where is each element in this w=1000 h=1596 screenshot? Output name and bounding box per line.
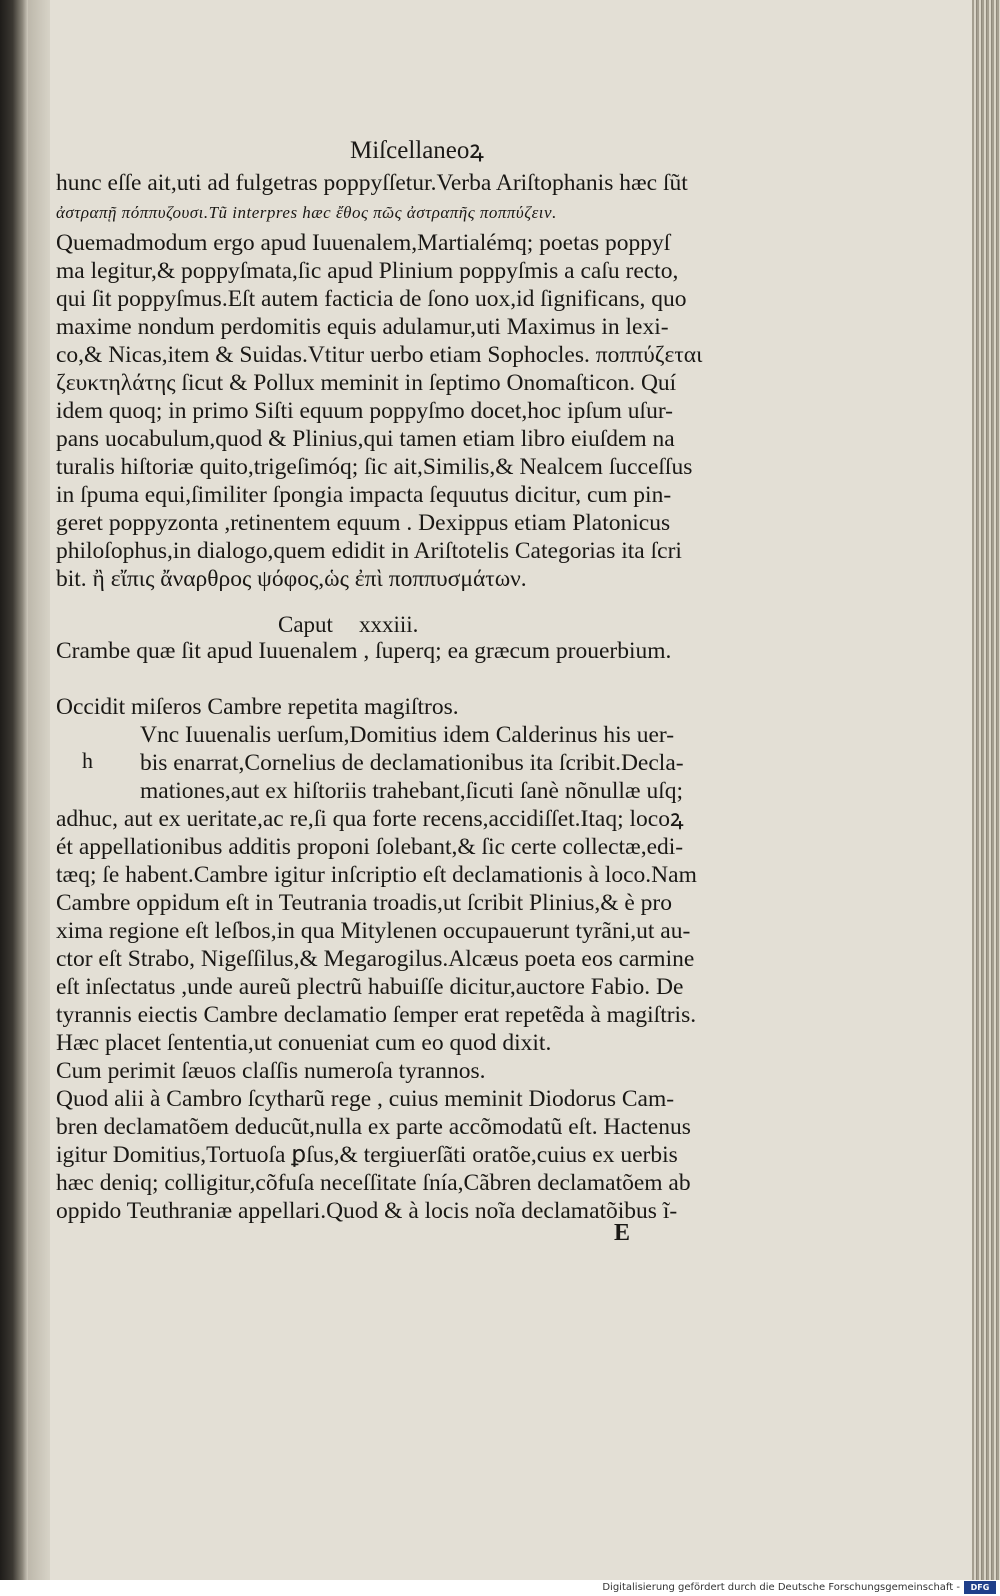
- left-page-edge: [0, 0, 28, 1580]
- left-page-margin: [28, 0, 50, 1580]
- chapter-heading: [278, 612, 418, 638]
- text-line: geret poppyzonta ,retinentem equum . Dexippus etiam Platonicus: [56, 510, 671, 536]
- text-line: tæq; ſe habent.Cambre igitur inſcriptio eſt declamationis à loco.Nam: [56, 862, 697, 888]
- verse-quote: Occidit miſeros Cambre repetita magiſtros.: [56, 694, 459, 720]
- text-line: bren declamatõem deducũt,nulla ex parte accõmodatũ eſt. Hactenus: [56, 1114, 691, 1140]
- text-line: in ſpuma equi,ſimiliter ſpongia impacta ſequutus dicitur, cum pin-: [56, 482, 672, 508]
- text-line: Quod alii à Cambro ſcytharũ rege , cuius meminit Diodorus Cam-: [56, 1086, 675, 1112]
- text-line: oppido Teuthraniæ appellari.Quod & à locis noĩa declamatõibus ĩ-: [56, 1198, 678, 1224]
- text-line: tyrannis eiectis Cambre declamatio ſemper erat repetẽda à magiſtris.: [56, 1002, 697, 1028]
- guide-letter: h: [82, 748, 93, 773]
- text-line: eſt inſectatus ,unde aureũ plectrũ habuiſſe dicitur,auctore Fabio. De: [56, 974, 684, 1000]
- chapter-label: Caput: [278, 612, 333, 637]
- book-page: [50, 0, 972, 1580]
- signature-mark: E: [614, 1220, 631, 1246]
- chapter-number: xxxiii.: [358, 612, 419, 637]
- text-line: bis enarrat,Cornelius de declamationibus ita ſcribit.Decla-: [140, 750, 684, 776]
- text-line: qui ſit poppyſmus.Eſt autem facticia de ſono uox,id ſignificans, quo: [56, 286, 687, 312]
- text-line: ζευκτηλάτης ſicut & Pollux meminit in ſeptimo Onomaſticon. Quí: [56, 370, 677, 396]
- text-line: igitur Domitius,Tortuoſa ꝑſus,& tergiuerſãti oratõe,cuius ex uerbis: [56, 1142, 678, 1168]
- text-line: ét appellationibus additis proponi ſolebant,& ſic certe collectæ,edi-: [56, 834, 684, 860]
- text-line: adhuc, aut ex ueritate,ac re,ſi qua forte recens,accidiſſet.Itaq; locoꝝ: [56, 806, 684, 832]
- text-line: ma legitur,& poppyſmata,ſic apud Plinium poppyſmis a caſu recto,: [56, 258, 679, 284]
- text-line: Hæc placet ſententia,ut conueniat cum eo quod dixit.: [56, 1030, 552, 1056]
- text-line: philoſophus,in dialogo,quem edidit in Ariſtotelis Categorias ita ſcri: [56, 538, 682, 564]
- footer-credit: Digitalisierung gefördert durch die Deutsche Forschungsgemeinschaft -: [602, 1582, 960, 1593]
- text-line: Vnc Iuuenalis uerſum,Domitius idem Calderinus his uer-: [140, 722, 675, 748]
- text-line: maxime nondum perdomitis equis adulamur,uti Maximus in lexi-: [56, 314, 669, 340]
- text-line: bit. ἢ εἴπις ἄναρθρος ψόφος,ὡς ἐπὶ ποππυσμάτων.: [56, 566, 527, 592]
- running-head: Miſcellaneoꝝ: [350, 137, 484, 164]
- text-line: pans uocabulum,quod & Plinius,qui tamen etiam libro eiuſdem na: [56, 426, 675, 452]
- text-line: turalis hiſtoriæ quito,trigeſimóq; ſic ait,Similis,& Nealcem ſucceſſus: [56, 454, 693, 480]
- text-line: Quemadmodum ergo apud Iuuenalem,Martialémq; poetas poppyſ: [56, 230, 671, 256]
- text-line: mationes,aut ex hiſtoriis trahebant,ſicuti ſanè nõnullæ uſq;: [140, 778, 684, 804]
- dfg-logo: DFG: [964, 1581, 996, 1594]
- text-line: ctor eſt Strabo, Nigeſſilus,& Megarogilus.Alcæus poeta eos carmine: [56, 946, 695, 972]
- text-line-greek: ἀστραπῇ πόππυζουσι.Tũ interpres hæc ἔθος πῶς ἀστραπῆς ποππύζειν.: [56, 203, 557, 222]
- text-line: Cum perimit ſæuos claſſis numeroſa tyrannos.: [56, 1058, 486, 1084]
- text-line: Cambre oppidum eſt in Teutrania troadis,ut ſcribit Plinius,& è pro: [56, 890, 673, 916]
- right-page-edges: [972, 0, 1000, 1580]
- text-line: hunc eſſe ait,uti ad fulgetras poppyſſetur.Verba Ariſtophanis hæc ſũt: [56, 170, 688, 196]
- text-line: idem quoq; in primo Siſti equum poppyſmo docet,hoc ipſum uſur-: [56, 398, 674, 424]
- text-line: hæc deniq; colligitur,cõfuſa neceſſitate ſnía,Cãbren declamatõem ab: [56, 1170, 691, 1196]
- text-line: xima regione eſt leſbos,in qua Mitylenen occupauerunt tyrãni,ut au-: [56, 918, 691, 944]
- text-line: co,& Nicas,item & Suidas.Vtitur uerbo etiam Sophocles. ποππύζεται: [56, 342, 703, 368]
- chapter-title: Crambe quæ ſit apud Iuuenalem , ſuperq; ea græcum prouerbium.: [56, 638, 672, 664]
